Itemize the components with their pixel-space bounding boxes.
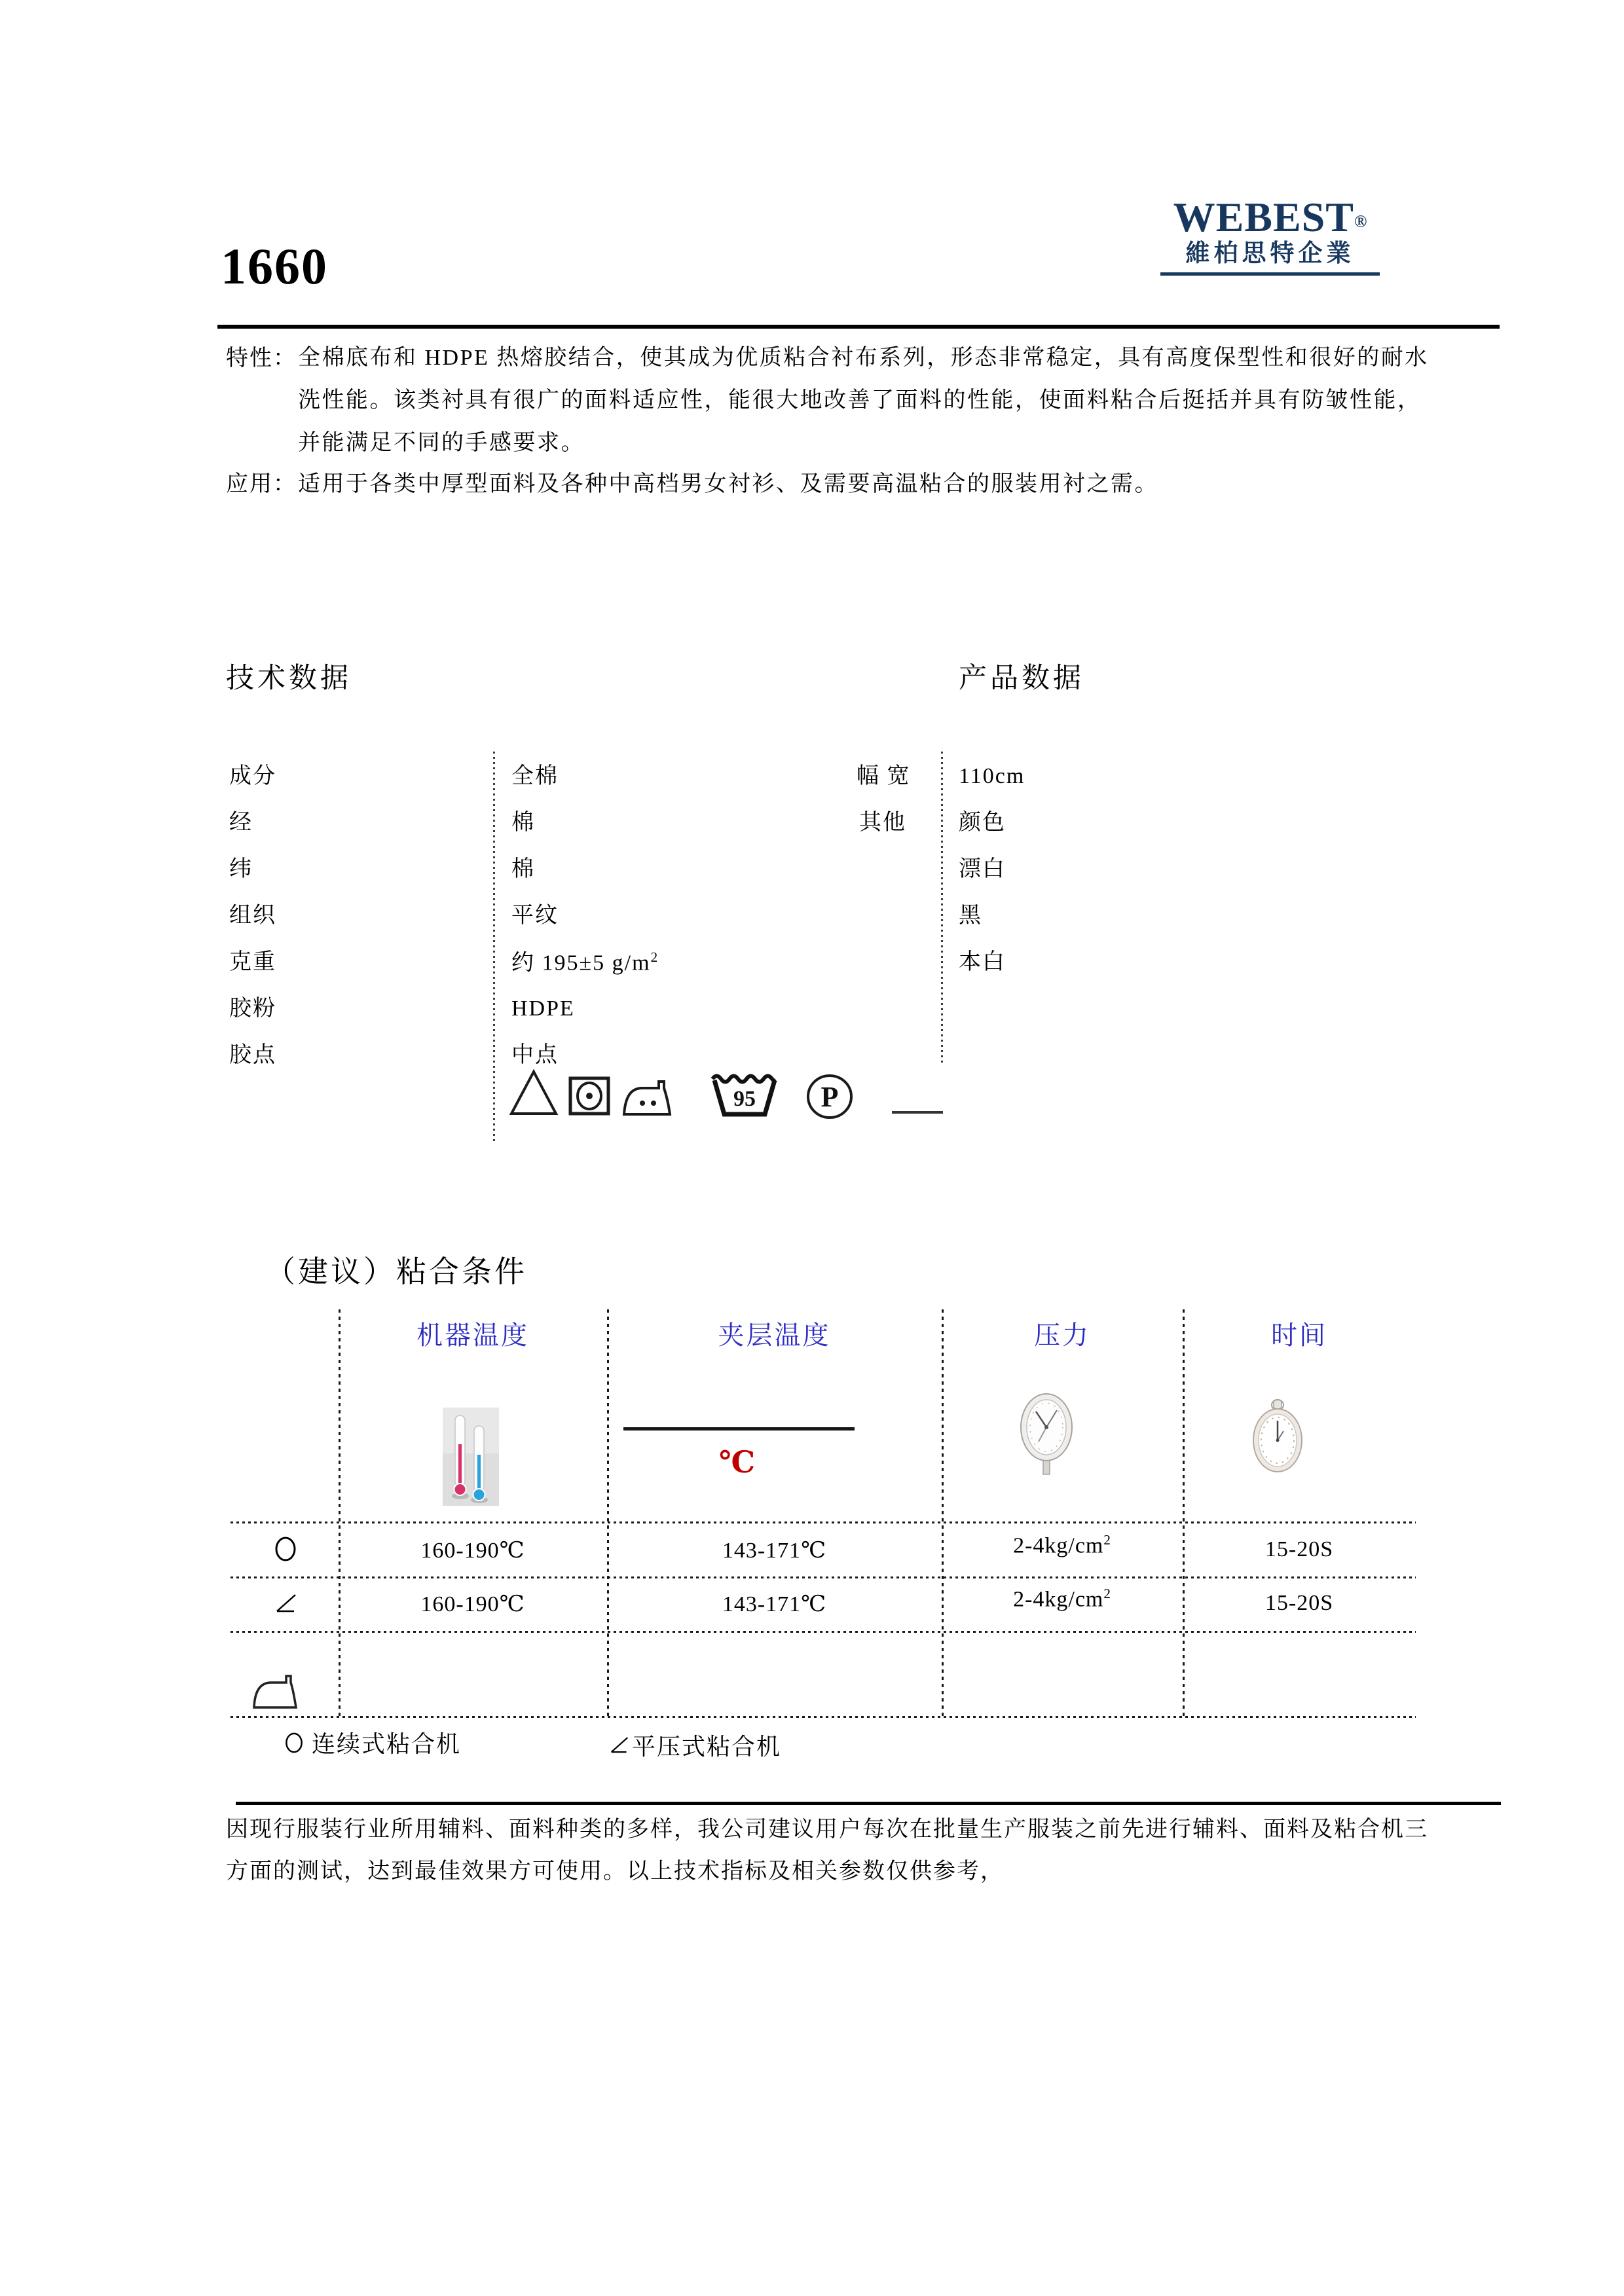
tech-row-value: 棉 xyxy=(511,857,535,881)
dry-clean-letter: P xyxy=(821,1081,839,1113)
footer-line: 方面的测试，达到最佳效果方可使用。以上技术指标及相关参数仅供参考， xyxy=(226,1859,1004,1884)
footer-rule xyxy=(236,1802,1501,1805)
wash-temp-label: 95 xyxy=(733,1087,756,1111)
tumble-dry-icon xyxy=(568,1076,610,1116)
bleach-triangle-icon xyxy=(508,1068,559,1117)
bonding-row-divider xyxy=(231,1631,1416,1633)
product-row-value: 110cm xyxy=(959,764,1025,788)
product-table-divider xyxy=(941,752,943,1066)
machine-temp-value: 160-190℃ xyxy=(420,1539,525,1563)
layer-temp-line xyxy=(623,1427,855,1430)
continuous-machine-symbol-icon xyxy=(284,1732,304,1754)
tech-row-label: 胶点 xyxy=(229,1043,276,1067)
tech-row-label: 纬 xyxy=(229,857,253,881)
product-code: 1660 xyxy=(221,238,328,295)
bonding-row-divider xyxy=(231,1576,1416,1578)
tech-row-label: 胶粉 xyxy=(229,996,276,1021)
brand-logo xyxy=(1160,196,1380,276)
legend-flat-press xyxy=(610,1728,781,1762)
pressure-base: 2-4kg/cm xyxy=(1013,1587,1104,1612)
layer-temp-value: 143-171℃ xyxy=(722,1592,827,1616)
tech-row-value: HDPE xyxy=(511,996,575,1021)
pressure-sup: 2 xyxy=(1103,1586,1111,1601)
feature-paragraph xyxy=(298,337,1429,464)
tech-row-value: 全棉 xyxy=(511,764,559,788)
header-rule xyxy=(217,325,1500,329)
pressure-sup: 2 xyxy=(1103,1532,1111,1548)
product-row-label: 其他 xyxy=(859,811,906,835)
bonding-conditions-heading: （建议）粘合条件 xyxy=(265,1255,527,1288)
bonding-col-divider xyxy=(607,1309,609,1717)
iron-icon xyxy=(621,1075,672,1118)
flat-press-machine-symbol-icon xyxy=(275,1594,297,1613)
product-row-label: 幅 宽 xyxy=(857,764,911,788)
celsius-label: ℃ xyxy=(719,1446,756,1479)
col-header-machine-temp: 机器温度 xyxy=(416,1321,529,1350)
time-value: 15-20S xyxy=(1264,1591,1334,1615)
pressure-value xyxy=(942,1532,1183,1558)
legend-continuous-label: 连续式粘合机 xyxy=(312,1731,462,1757)
col-header-time: 时间 xyxy=(1271,1321,1327,1350)
tech-row-value: 中点 xyxy=(511,1043,559,1067)
product-row-value: 黑 xyxy=(959,903,982,928)
brand-name: WEBEST xyxy=(1173,194,1354,240)
brand-row xyxy=(1160,196,1380,238)
flat-press-machine-symbol-icon xyxy=(610,1736,629,1754)
continuous-machine-symbol-icon xyxy=(274,1536,297,1562)
wash-tub-icon xyxy=(710,1070,779,1118)
product-row-value: 颜色 xyxy=(959,811,1006,835)
registered-trademark-icon: ® xyxy=(1354,211,1367,231)
legend-flat-press-label: 平压式粘合机 xyxy=(632,1734,782,1760)
tech-row-label: 经 xyxy=(229,811,253,835)
bonding-row-divider xyxy=(231,1522,1416,1523)
time-value: 15-20S xyxy=(1264,1537,1334,1561)
feature-label: 特性： xyxy=(226,346,297,371)
hand-iron-symbol-icon xyxy=(251,1668,298,1711)
thermometer-icon xyxy=(443,1408,499,1506)
feature-line: 并能满足不同的手感要求。 xyxy=(298,431,585,455)
application-text: 适用于各类中厚型面料及各种中高档男女衬衫、及需要高温粘合的服装用衬之需。 xyxy=(298,472,1158,496)
tech-row-label: 组织 xyxy=(229,903,276,928)
application-label: 应用： xyxy=(226,472,297,496)
tech-data-heading: 技术数据 xyxy=(226,663,352,694)
col-header-layer-temp: 夹层温度 xyxy=(718,1321,831,1350)
product-data-heading: 产品数据 xyxy=(959,663,1084,694)
bonding-col-divider xyxy=(1183,1309,1185,1717)
feature-line: 全棉底布和 HDPE 热熔胶结合，使其成为优质粘合衬布系列，形态非常稳定，具有高度保型性和很好的耐水 xyxy=(298,346,1429,370)
product-row-value: 本白 xyxy=(959,950,1006,974)
product-row-value: 漂白 xyxy=(959,857,1006,881)
col-header-pressure: 压力 xyxy=(1034,1321,1090,1350)
tech-table-divider xyxy=(493,752,495,1142)
tech-row-value xyxy=(511,949,659,977)
pressure-value xyxy=(942,1586,1183,1612)
layer-temp-value: 143-171℃ xyxy=(722,1539,827,1563)
dry-flat-line-icon xyxy=(892,1111,943,1114)
legend-continuous xyxy=(284,1726,461,1759)
feature-line: 洗性能。该类衬具有很广的面料适应性，能很大地改善了面料的性能，使面料粘合后挺括并具有防皱性能， xyxy=(298,388,1422,412)
tech-row-label: 成分 xyxy=(229,764,276,788)
stopwatch-icon xyxy=(1248,1397,1307,1474)
tech-row-value: 棉 xyxy=(511,811,535,835)
machine-temp-value: 160-190℃ xyxy=(420,1592,525,1616)
weight-value: 约 195±5 g/m xyxy=(511,951,651,975)
logo-underline xyxy=(1160,272,1380,276)
company-name: 維柏思特企業 xyxy=(1185,240,1355,267)
footer-line: 因现行服装行业所用辅料、面料种类的多样，我公司建议用户每次在批量生产服装之前先进行辅料、面料及粘合机三 xyxy=(226,1817,1428,1842)
tech-row-label: 克重 xyxy=(229,950,276,974)
bonding-col-divider xyxy=(942,1309,944,1717)
bonding-col-divider xyxy=(339,1309,341,1717)
weight-value-sup: 2 xyxy=(650,949,659,965)
tech-row-value: 平纹 xyxy=(511,903,559,928)
dry-clean-circle-icon xyxy=(805,1074,854,1120)
pressure-gauge-icon xyxy=(1019,1392,1074,1477)
pressure-base: 2-4kg/cm xyxy=(1013,1533,1104,1558)
bonding-row-divider xyxy=(231,1716,1416,1718)
